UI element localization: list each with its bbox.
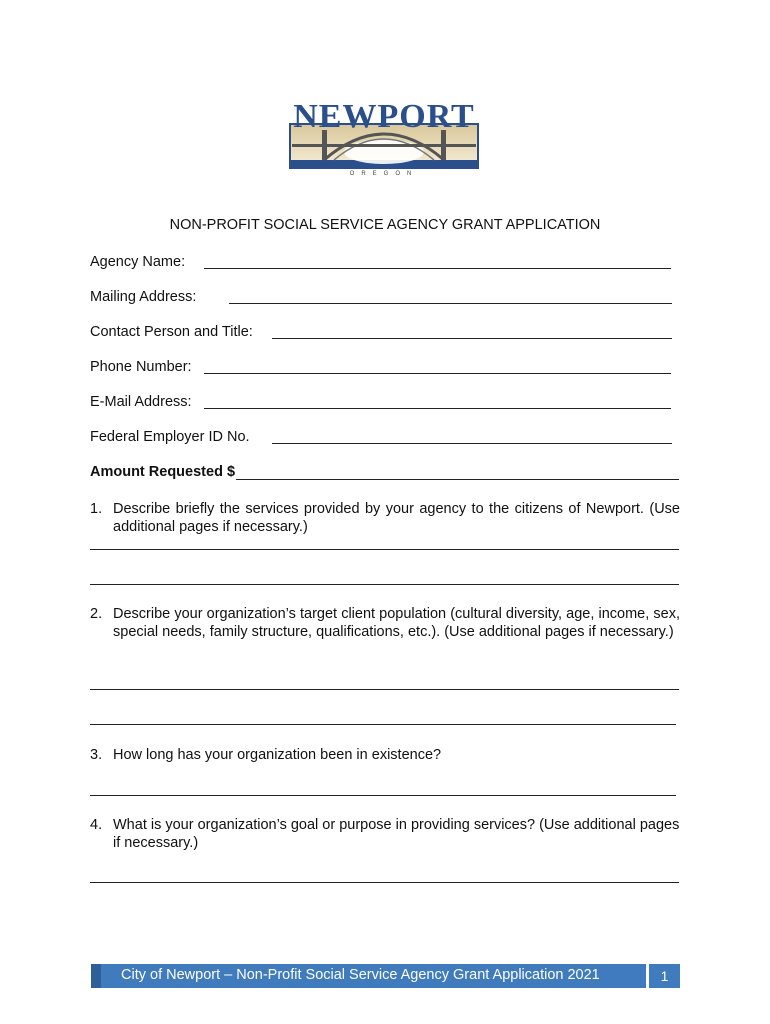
answer-line[interactable]	[90, 584, 679, 585]
question-number: 2.	[90, 606, 103, 622]
page-number: 1	[649, 964, 680, 988]
question-4	[90, 816, 680, 852]
agency-name-label: Agency Name:	[90, 254, 186, 270]
question-number: 3.	[90, 747, 103, 763]
question-number: 1.	[90, 501, 103, 517]
answer-line[interactable]	[90, 795, 676, 796]
mailing-address-field[interactable]	[229, 303, 672, 304]
logo-wordmark: NEWPORT	[293, 98, 475, 135]
question-text: How long has your organization been in existence?	[113, 747, 442, 763]
answer-line[interactable]	[90, 549, 679, 550]
newport-logo	[284, 100, 484, 180]
phone-label: Phone Number:	[90, 359, 192, 375]
page-footer	[91, 964, 680, 988]
email-field[interactable]	[204, 408, 671, 409]
contact-person-label: Contact Person and Title:	[90, 324, 253, 340]
question-text: What is your organization’s goal or purpose in providing services? (Use additional pages if necessary.)	[113, 817, 680, 851]
question-3	[90, 746, 680, 764]
question-2	[90, 605, 680, 641]
logo-state: OREGON	[349, 171, 419, 177]
amount-requested-label: Amount Requested $	[90, 464, 236, 480]
footer-text: City of Newport – Non-Profit Social Service Agency Grant Application 2021	[121, 967, 600, 983]
answer-line[interactable]	[90, 724, 676, 725]
answer-line[interactable]	[90, 689, 679, 690]
amount-requested-field[interactable]	[236, 479, 679, 480]
agency-name-field[interactable]	[204, 268, 671, 269]
phone-field[interactable]	[204, 373, 671, 374]
email-label: E-Mail Address:	[90, 394, 192, 410]
fein-field[interactable]	[272, 443, 672, 444]
question-number: 4.	[90, 817, 103, 833]
contact-person-field[interactable]	[272, 338, 672, 339]
question-1	[90, 500, 680, 536]
fein-label: Federal Employer ID No.	[90, 429, 250, 445]
question-text: Describe your organization’s target client population (cultural diversity, age, income, sex, special needs, family structure, qualifications, etc.). (Use additional pages if necessary.)	[113, 606, 680, 640]
footer-bar	[91, 964, 646, 988]
answer-line[interactable]	[90, 882, 679, 883]
mailing-address-label: Mailing Address:	[90, 289, 197, 305]
page-title: NON-PROFIT SOCIAL SERVICE AGENCY GRANT APPLICATION	[169, 217, 601, 233]
question-text: Describe briefly the services provided by your agency to the citizens of Newport. (Use additional pages if necessary.)	[113, 501, 680, 535]
